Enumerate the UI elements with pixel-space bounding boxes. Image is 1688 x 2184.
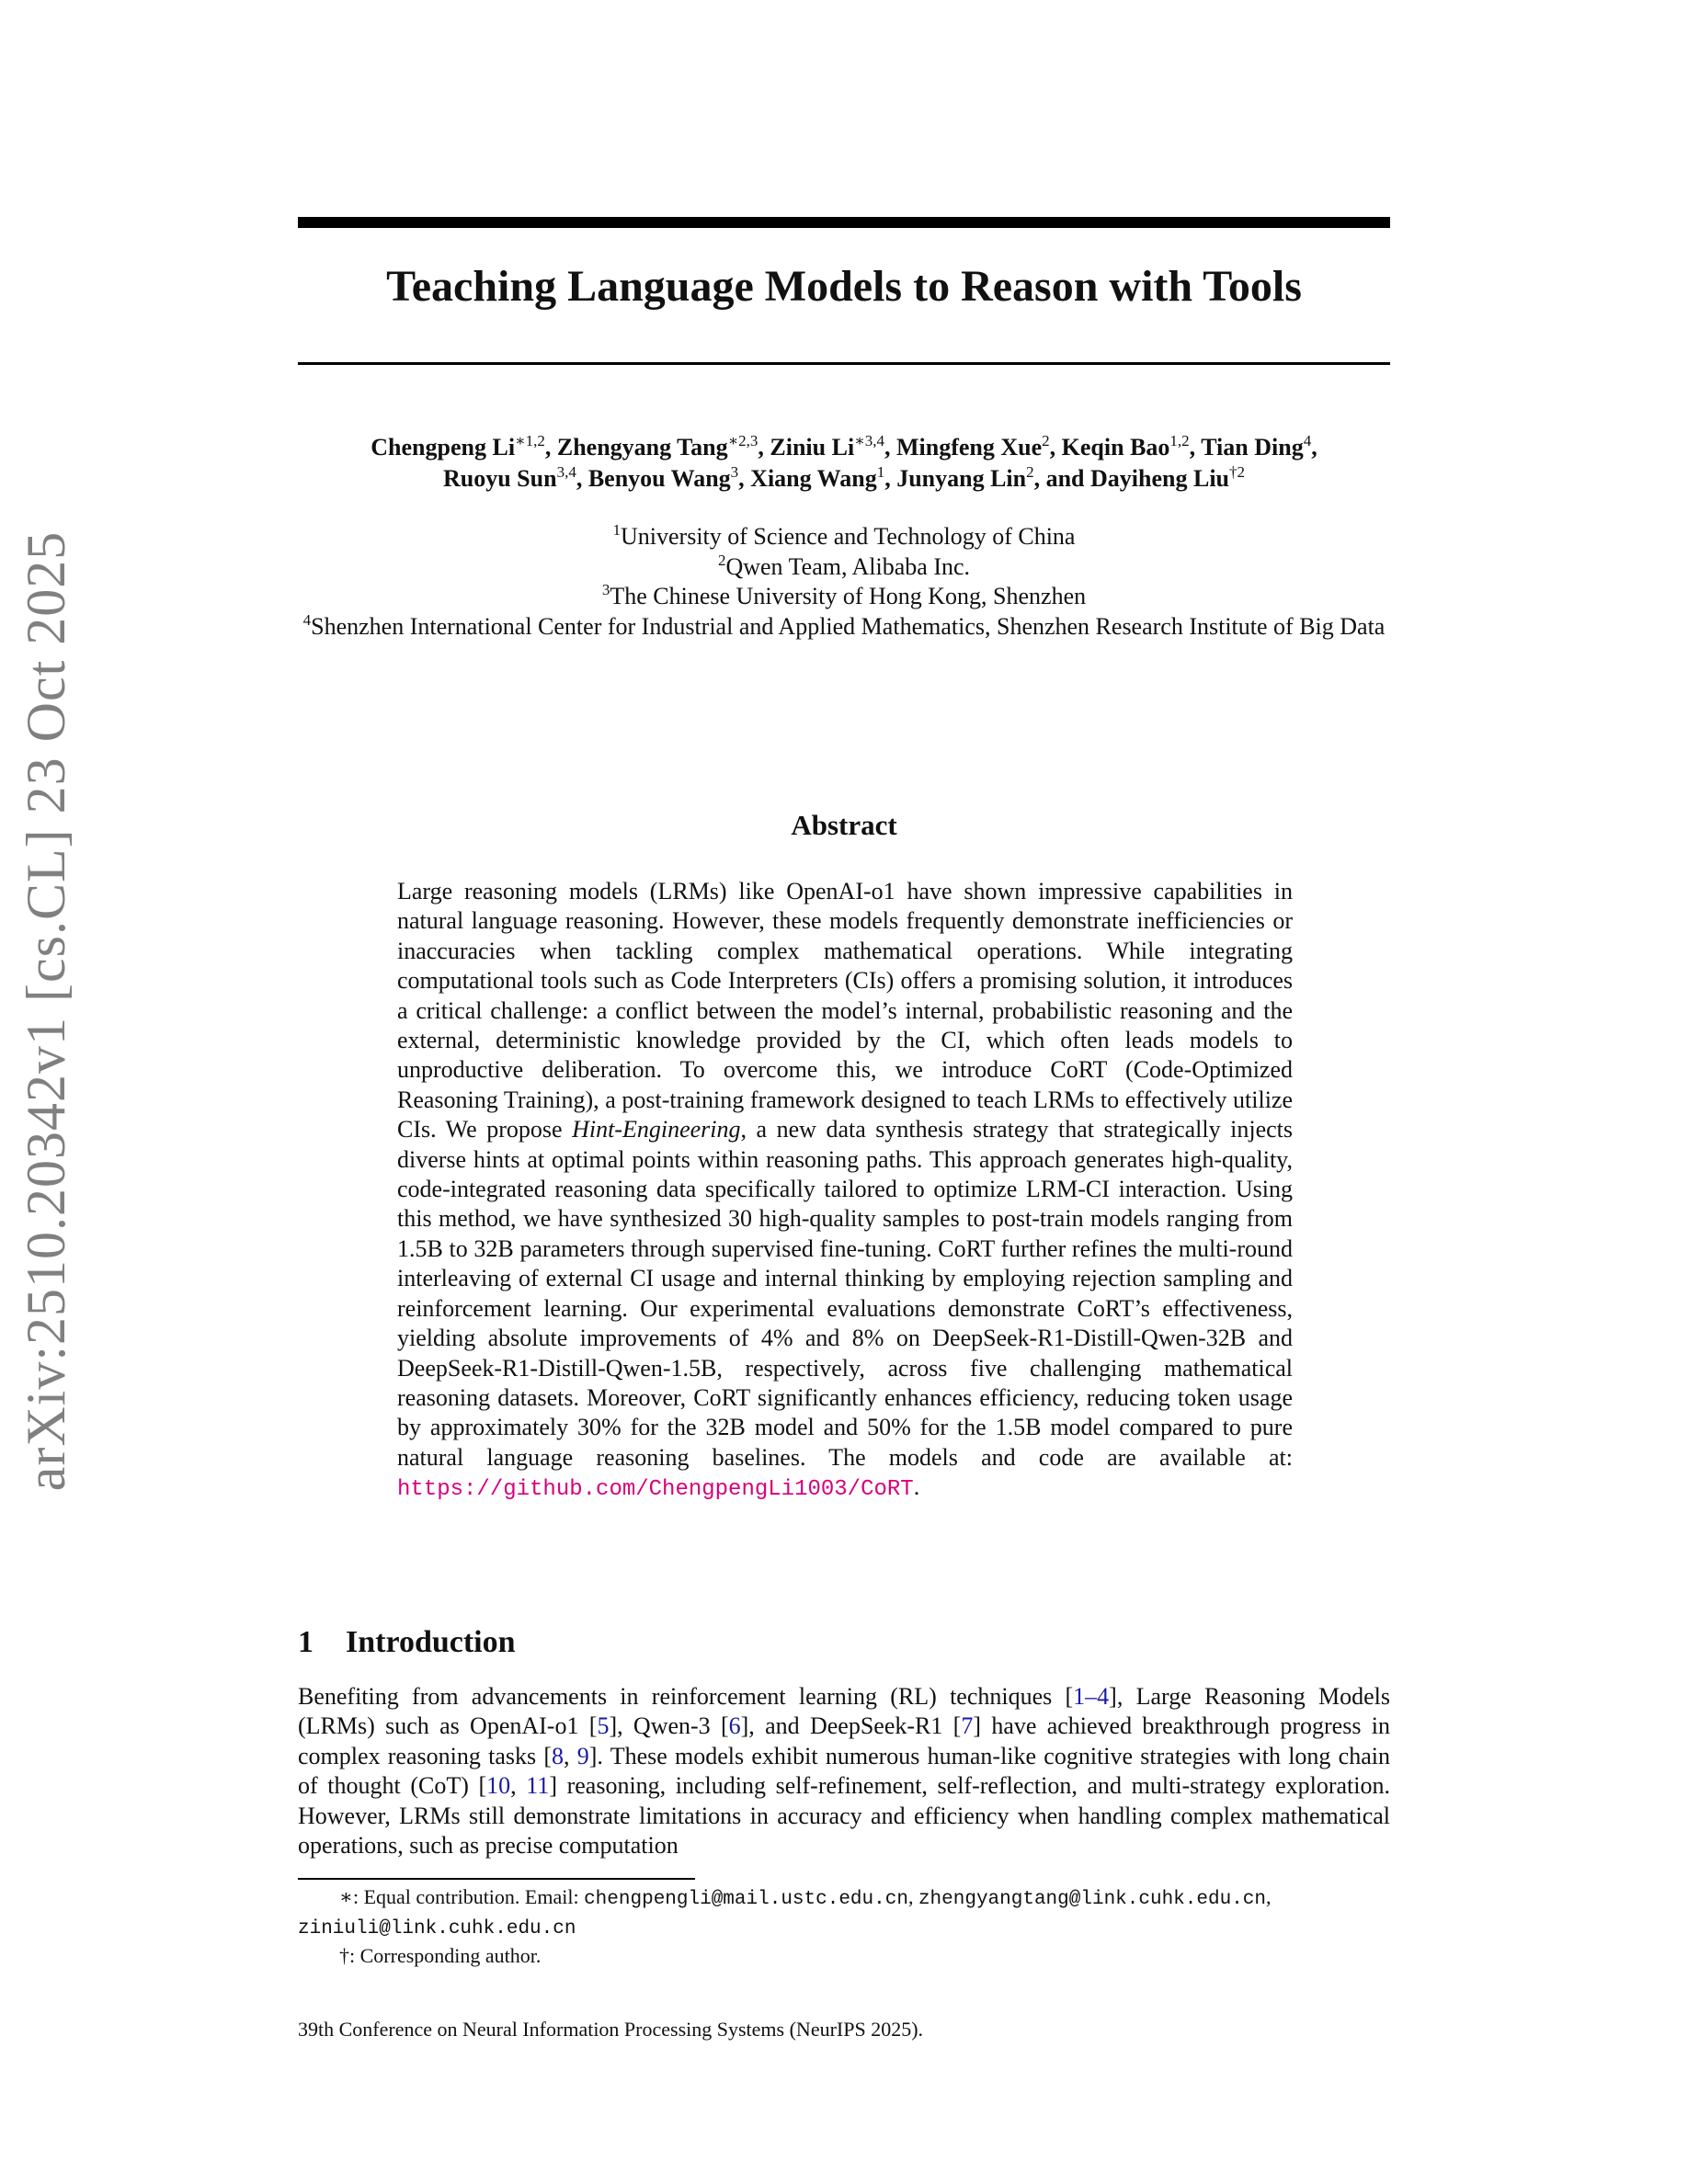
affiliation: $^1$University of Science and Technology of China [612,521,1076,550]
author-name: and Dayiheng Liu [1045,465,1229,492]
author-name: Ruoyu Sun [442,465,557,492]
author-sup: 3,4 [556,463,576,481]
author-name: Ziniu Li [770,434,855,461]
author-sup: 2 [1026,463,1034,481]
author-name: Tian Ding [1201,434,1304,461]
citation-link[interactable]: 1–4 [1073,1683,1110,1710]
hint-engineering-term: Hint-Engineering [572,1116,741,1143]
author-name: Keqin Bao [1061,434,1170,461]
email-link[interactable]: zhengyangtang@link.cuhk.edu.cn [918,1889,1266,1910]
github-link[interactable]: https://github.com/ChengpengLi1003/CoRT [397,1477,914,1503]
citation-link[interactable]: 5 [597,1712,610,1740]
author-name: Junyang Lin [896,465,1027,492]
venue-note: 39th Conference on Neural Information Processing Systems (NeurIPS 2025). [298,2018,924,2041]
affiliation: $^3$The Chinese University of Hong Kong, Shenzhen [601,581,1087,609]
citation-link[interactable]: 9 [576,1742,589,1769]
author-name: Zhengyang Tang [556,434,728,461]
author-sup: 3 [730,463,739,481]
section-heading-introduction: 1 Introduction [298,1625,516,1659]
citation-link[interactable]: 6 [728,1712,741,1740]
affiliation: $^4$Shenzhen International Center for Industrial and Applied Mathematics, Shenzhen Research Institute of Big Data [302,610,1386,640]
footnotes [298,1883,1401,1969]
citation-link[interactable]: 7 [961,1712,974,1740]
citation-link[interactable]: 8 [552,1742,565,1769]
author-name: Chengpeng Li [371,434,516,461]
email-link[interactable]: ziniuli@link.cuhk.edu.cn [298,1918,576,1939]
citation-link[interactable]: 10 [486,1772,511,1800]
author-name: Benyou Wang [587,465,731,492]
author-sup: 1 [876,463,885,481]
footnote-corresponding: †: Corresponding author. [339,1944,542,1967]
introduction-body: Benefiting from advancements in reinforcement learning (RL) techniques [1–4], Large Reasoning Models (LRMs) such as OpenAI-o1 [5], Qwen-3 [6], and DeepSeek-R1 [7] have achieved breakthrough progress in complex reasoning tasks [8, 9]. These models exhibit numerous human-like cognitive strategies with long chain of thought (CoT) [10, 11] reasoning, including self-refinement, self-reflection, and multi-strategy exploration. However, LRMs still demonstrate limitations in accuracy and efficiency when handling complex mathematical operations, such as precise computation [298,1683,1390,1860]
abstract-body: Large reasoning models (LRMs) like OpenAI-o1 have shown impressive capabilities in natural language reasoning. However, these models frequently demonstrate inefficiencies or inaccuracies when tackling complex mathematical operations. While integrating computational tools such as Code Interpreters (CIs) offers a promising solution, it introduces a critical challenge: a conflict between the model’s internal, probabilistic reasoning and the external, deterministic knowledge provided by the CI, which often leads models to unproductive deliberation. To overcome this, we introduce CoRT (Code-Optimized Reasoning Training), a post-training framework designed to teach LRMs to effectively utilize CIs. We propose Hint-Engineering, a new data synthesis strategy that strategically injects diverse hints at optimal points within reasoning paths. This approach generates high-quality, code-integrated reasoning data specifically tailored to optimize LRM-CI interaction. Using this method, we have synthesized 30 high-quality samples to post-train models ranging from 1.5B to 32B parameters through supervised fine-tuning. CoRT further refines the multi-round interleaving of external CI usage and internal thinking by employing rejection sampling and reinforcement learning. Our experimental evaluations demonstrate CoRT’s effectiveness, yielding absolute improvements of 4% and 8% on DeepSeek-R1-Distill-Qwen-32B and DeepSeek-R1-Distill-Qwen-1.5B, respectively, across five challenging mathematical reasoning datasets. Moreover, CoRT significantly enhances efficiency, reducing token usage by approximately 30% for the 32B model and 50% for the 1.5B model compared to pure natural language reasoning baselines. The models and code are available at: https://github.com/ChengpengLi1003/CoRT. [397,878,1294,1503]
author-sup: 2 [1042,432,1050,449]
author-name: Mingfeng Xue [895,434,1043,461]
author-list: Chengpeng $Li^{∗1,2}$, Zhengyang Tang$^{∗2,3}$, Ziniu $Li^{∗3,4}$, Mingfeng Xue$^2$, Keqin Bao$^{1,2}$, Tian Ding$^4$, Ruoyu Sun$^{3,4}$, Benyou Wang$^3$, Xiang Wang$^1$, Junyang Lin$^2$, and Dayiheng Liu$^{\dagger 2}$ [371,432,1317,492]
arxiv-watermark: arXiv:2510.20342v1 [cs.CL] 23 Oct 2025 [16,530,76,1492]
citation-link[interactable]: 11 [526,1772,550,1800]
author-name: Xiang Wang [750,465,877,492]
affiliation-list [276,522,1412,642]
author-sup: ∗1,2 [515,432,545,449]
author-sup: ∗3,4 [854,432,884,449]
title-bottom-rule [298,362,1390,365]
author-sup: 4 [1303,432,1312,449]
email-link[interactable]: chengpengli@mail.ustc.edu.cn [584,1889,908,1910]
author-sup: 1,2 [1169,432,1190,449]
author-sup: †2 [1229,463,1245,481]
title-top-rule [298,217,1390,228]
affiliation: $^2$Qwen Team, Alibaba Inc. [717,551,971,580]
abstract-heading: Abstract [791,809,897,841]
author-sup: ∗2,3 [727,432,758,449]
footnote-rule [298,1878,695,1880]
paper-title: Teaching Language Models to Reason with Tools [386,262,1302,311]
footnote-equal-contribution: ∗: Equal contribution. Email: chengpengli@mail.ustc.edu.cn, zhengyangtang@link.cuhk.edu.cn, ziniuli@link.cuhk.edu.cn [298,1885,1272,1939]
